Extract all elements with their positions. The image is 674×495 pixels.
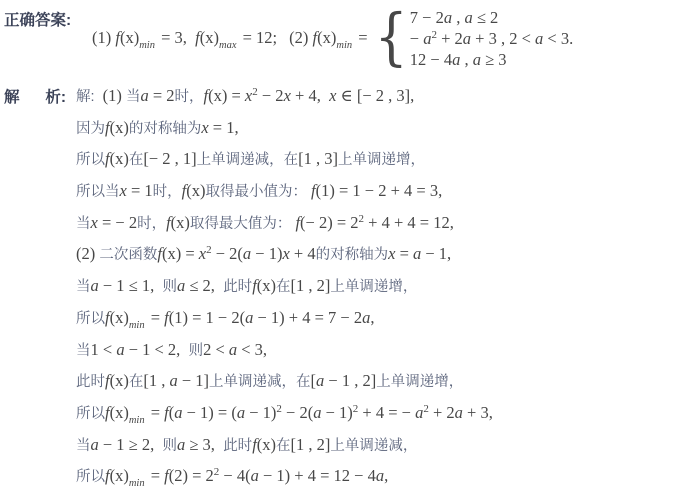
text-segment: a [413, 244, 422, 264]
text-segment: 2 [352, 402, 359, 415]
text-segment: (x) [256, 276, 277, 296]
text-segment: f [105, 149, 110, 169]
text-segment: f [115, 28, 120, 47]
text-segment: (2) = 2 [168, 466, 214, 486]
text-segment: a [464, 7, 473, 27]
text-segment: 上单调递增， [338, 152, 426, 169]
text-segment: x [198, 244, 207, 264]
text-segment: 上单调递增， [376, 374, 464, 391]
text-segment: (x) [109, 307, 129, 327]
text-segment: − 1) + 4 = 7 − 2 [253, 307, 363, 327]
text-segment: − 1 ≤ 1, [98, 276, 163, 296]
text-segment: a [140, 86, 149, 105]
text-segment: (1) [92, 28, 116, 47]
text-segment: a [454, 402, 463, 422]
text-segment: = 3, [156, 28, 196, 47]
text-segment: a [177, 434, 186, 454]
text-segment: a [535, 28, 544, 48]
text-segment: 时， [152, 184, 182, 201]
text-segment: x [329, 86, 337, 105]
analysis-line [76, 143, 674, 175]
piecewise-case-row [410, 7, 573, 28]
text-segment: a [443, 7, 453, 27]
text-segment: a [313, 402, 322, 422]
answer-part1 [92, 28, 278, 51]
text-segment: − 2( [211, 244, 243, 264]
answer-part2 [289, 2, 574, 74]
analysis-label [4, 80, 66, 112]
text-segment: = − 2 [97, 212, 138, 232]
text-segment: (1) = 1 − 2( [168, 307, 246, 327]
analysis-line [76, 270, 674, 302]
text-segment: , [452, 7, 465, 27]
text-segment: f [105, 402, 110, 422]
text-segment: 所以 [76, 405, 105, 422]
text-segment: = [395, 244, 413, 264]
text-segment: 所以 [76, 152, 105, 169]
text-segment: = [146, 402, 165, 422]
text-segment: a [90, 276, 99, 296]
text-segment: a [362, 307, 371, 327]
text-segment: = [146, 466, 165, 486]
text-segment: f [312, 28, 318, 47]
piecewise-cases [410, 7, 573, 70]
text-segment: 此时 [76, 374, 105, 391]
text-segment: a [169, 371, 178, 391]
text-segment: (1) [102, 86, 126, 105]
text-segment: 1 < [90, 339, 117, 359]
text-segment: − 2 [257, 86, 284, 105]
text-segment: [1 , 3] [298, 149, 339, 169]
text-segment: 2 [431, 28, 437, 41]
text-segment: 解: [76, 89, 103, 105]
text-segment: + 2 [428, 402, 455, 422]
analysis-label-right: 析: [45, 88, 66, 106]
text-segment: 此时 [223, 279, 253, 296]
text-segment: = [146, 307, 165, 327]
text-segment: (x) [186, 181, 206, 201]
analysis-line [76, 365, 674, 397]
text-segment: f [166, 212, 171, 232]
text-segment: , [384, 466, 389, 486]
text-segment: f [295, 212, 301, 232]
analysis-line [76, 175, 674, 207]
text-segment: a [245, 307, 254, 327]
text-segment: 在 [276, 437, 291, 454]
text-segment: , [370, 307, 375, 327]
text-segment: x [388, 244, 396, 264]
text-segment: 时， [137, 215, 167, 232]
text-segment: − 4( [219, 466, 251, 486]
text-segment: (2) [289, 28, 313, 47]
text-segment: 二次函数 [99, 247, 158, 264]
text-segment: [− 2 , 1] [143, 149, 197, 169]
text-segment: ∈ [− 2 , 3], [336, 86, 415, 105]
text-segment: = 1 [126, 181, 153, 201]
text-segment: + 4 = − [358, 402, 416, 422]
text-segment: 取得最大值为： [189, 215, 296, 232]
text-segment: x [282, 244, 290, 264]
text-segment: 2 [358, 212, 365, 225]
text-segment: − 2( [281, 402, 314, 422]
text-segment: (x) [109, 466, 129, 486]
text-segment: 当 [76, 279, 91, 296]
text-segment: a [116, 339, 125, 359]
answer-label: 正确答案: [4, 12, 72, 29]
text-segment: (x) = [208, 86, 245, 105]
text-segment: [ [310, 371, 317, 391]
text-segment: f [311, 181, 316, 201]
text-segment: 因为 [76, 120, 105, 137]
text-segment: ( [168, 402, 175, 422]
analysis-line [76, 460, 674, 492]
text-segment: − 1 , 2] [324, 371, 377, 391]
text-segment: a [415, 402, 424, 422]
analysis-line [76, 112, 674, 144]
text-segment: (x) [109, 149, 129, 169]
text-segment: 2 [423, 402, 429, 415]
analysis-line [76, 238, 674, 270]
text-segment: ≤ 2 [472, 7, 499, 27]
text-segment: [1 , 2] [290, 276, 331, 296]
text-segment: f [164, 466, 169, 486]
text-segment: 取得最小值为： [205, 184, 312, 201]
text-segment: f [105, 117, 110, 137]
text-segment: 则 [162, 437, 177, 454]
text-segment: ≤ 2, [185, 276, 224, 296]
text-segment: x [90, 212, 98, 232]
text-segment: [1 , [143, 371, 170, 391]
text-segment: a [228, 339, 238, 359]
text-segment: 时， [174, 89, 204, 105]
text-segment: − 1) [251, 244, 283, 264]
text-segment: 所以 [76, 469, 105, 486]
text-segment: 则 [162, 279, 177, 296]
left-brace-icon: { [374, 2, 408, 74]
text-segment: [1 , 2] [290, 434, 331, 454]
text-segment: 7 − 2 [409, 7, 444, 27]
text-segment: a [316, 371, 325, 391]
text-segment: 12 − 4 [409, 49, 453, 69]
text-segment: 当 [125, 89, 141, 105]
text-segment: min [139, 40, 155, 51]
text-segment: 所以当 [76, 184, 120, 201]
piecewise-case-row [410, 49, 573, 70]
text-segment: + 4 + 4 = 12, [364, 212, 454, 232]
analysis-line [76, 334, 674, 366]
text-segment: 此时 [223, 437, 253, 454]
text-segment: f [195, 28, 200, 47]
text-segment: 当 [76, 342, 91, 359]
text-segment: − 1] [177, 371, 210, 391]
text-segment: = [354, 28, 372, 47]
text-segment: < 3. [543, 28, 574, 48]
text-segment: x [201, 117, 209, 137]
text-segment: f [105, 307, 110, 327]
text-segment: x [244, 86, 253, 105]
text-segment: x [283, 86, 291, 105]
answer-line [92, 2, 674, 74]
text-segment: (− 2) = 2 [300, 212, 359, 232]
text-segment: f [203, 86, 209, 105]
answer-part2-prefix [289, 28, 372, 51]
text-segment: min [128, 478, 145, 490]
text-segment: 在 [128, 152, 144, 169]
analysis-line [76, 302, 674, 334]
text-segment: (x) [317, 28, 337, 47]
text-segment: (x) [119, 28, 140, 47]
text-segment: ≥ 3, [185, 434, 224, 454]
text-segment: 的对称轴为 [315, 247, 389, 264]
text-segment: min [336, 40, 353, 51]
text-segment: x [119, 181, 127, 201]
text-segment: a [452, 49, 461, 69]
text-segment: (1) = 1 − 2 + 4 = 3, [315, 181, 443, 201]
text-segment: max [219, 40, 237, 51]
text-segment: 2 [213, 466, 220, 479]
text-segment: + 3, [462, 402, 493, 422]
analysis-label-left: 解 [4, 88, 20, 106]
text-segment: a [375, 466, 385, 486]
text-segment: 上单调递增， [330, 279, 418, 296]
text-segment: − [409, 28, 424, 48]
text-segment: 在 [276, 279, 291, 296]
text-segment: (x) [170, 212, 190, 232]
text-segment: − 1 < 2, [124, 339, 189, 359]
text-segment: a [242, 244, 252, 264]
text-segment: 2 < [203, 339, 229, 359]
text-segment: f [164, 402, 169, 422]
text-segment: (x) = [161, 244, 199, 264]
text-segment: 上单调递减，在 [196, 152, 299, 169]
text-segment: − 1) [245, 402, 277, 422]
text-segment: 2 [252, 86, 258, 98]
text-segment: (x) [109, 371, 129, 391]
text-segment: f [105, 466, 110, 486]
text-segment: − 1) + 4 = 12 − 4 [258, 466, 376, 486]
text-segment: + 3 , 2 < [471, 28, 536, 48]
text-segment: = 2 [148, 86, 175, 105]
analysis-line [76, 80, 674, 112]
analysis-line [76, 207, 674, 239]
text-segment: 2 [276, 402, 282, 415]
text-segment: 上单调递减， [330, 437, 418, 454]
text-segment: f [252, 276, 257, 296]
text-segment: f [252, 434, 257, 454]
text-segment: 当 [76, 437, 91, 454]
text-segment: 当 [76, 215, 91, 232]
text-segment: − 1, [421, 244, 452, 264]
text-segment: a [462, 28, 472, 48]
text-segment: + 4 [289, 244, 316, 264]
text-segment: a [250, 466, 259, 486]
text-segment: (x) [109, 402, 129, 422]
text-segment: , [460, 49, 473, 69]
analysis-lines [76, 80, 674, 492]
text-segment: min [128, 414, 145, 426]
text-segment: 的对称轴为 [128, 120, 202, 137]
text-segment: min [128, 319, 145, 331]
text-segment: 在 [128, 374, 144, 391]
text-segment: 所以 [76, 310, 105, 327]
analysis-section [0, 80, 674, 492]
text-segment: f [181, 181, 187, 201]
text-segment: − 1) [321, 402, 353, 422]
text-segment: f [105, 371, 110, 391]
text-segment: a [472, 49, 481, 69]
text-segment: 上单调递减，在 [209, 374, 311, 391]
piecewise-case-row [410, 28, 573, 49]
answer-section [0, 0, 674, 72]
analysis-line [76, 429, 674, 461]
text-segment: − 1 ≥ 2, [98, 434, 163, 454]
text-segment: < 3, [237, 339, 268, 359]
text-segment: f [164, 307, 169, 327]
text-segment: = 12; [238, 28, 278, 47]
text-segment: + 2 [436, 28, 463, 48]
text-segment: + 4, [290, 86, 330, 105]
text-segment: a [423, 28, 432, 48]
text-segment: a [177, 276, 186, 296]
text-segment: (x) [199, 28, 219, 47]
text-segment: f [157, 244, 162, 264]
text-segment: − 1) = ( [182, 402, 237, 422]
text-segment: (2) [76, 244, 100, 264]
text-segment: 则 [188, 342, 204, 359]
text-segment: a [174, 402, 183, 422]
text-segment: a [236, 402, 246, 422]
text-segment: = 1, [208, 117, 239, 137]
text-segment: (x) [109, 117, 129, 137]
text-segment: a [90, 434, 99, 454]
text-segment: 2 [206, 244, 212, 257]
text-segment: (x) [256, 434, 277, 454]
analysis-line [76, 397, 674, 429]
text-segment: ≥ 3 [480, 49, 507, 69]
